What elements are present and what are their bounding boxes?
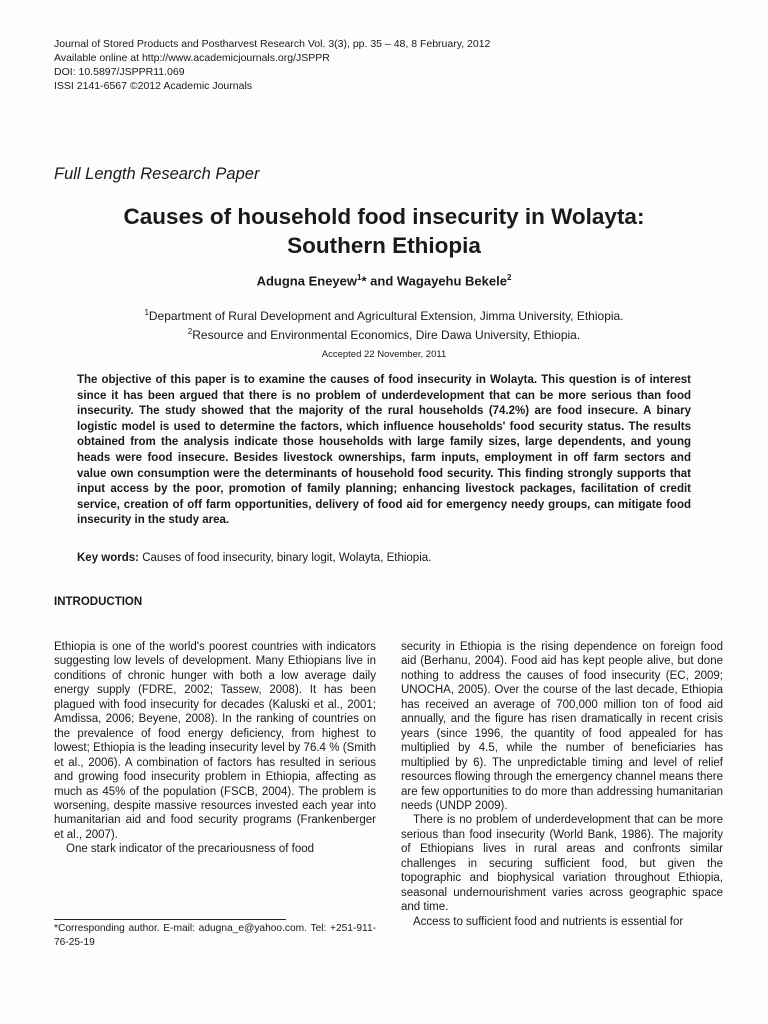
corresponding-author-footnote: *Corresponding author. E-mail: adugna_e@yahoo.com. Tel: +251-911-76-25-19: [54, 923, 376, 948]
author-affiliation-mark: 1: [357, 273, 362, 282]
affiliation-text: Resource and Environmental Economics, Dire Dawa University, Ethiopia.: [192, 328, 581, 342]
body-paragraph: One stark indicator of the precariousness of food: [66, 843, 315, 856]
abstract: The objective of this paper is to examine the causes of food insecurity in Wolayta. This question is of interest since it has been argued that there is no problem of underdevelopment that can be more serious than food insecurity. The study showed that the majority of the rural households (74.2%) are food insecure. A binary logistic model is used to determine the factors, which influence households' food security status. The results obtained from the analysis indicate those households with large family sizes, large dependents, and young heads were food insecure. Besides livestock ownerships, farm inputs, employment in off farm sectors and value own consumption were the determinants of household food security. This finding strongly supports that input access by the poor, promotion of family planning; enhancing livestock packages, facilitation of credit service, creation of off farm opportunities, delivery of food aid for emergency needy groups, can mitigate food insecurity in the study area.: [77, 374, 691, 527]
journal-header: [54, 37, 490, 93]
corresponding-mark: *: [361, 273, 367, 289]
keywords-label: Key words:: [77, 552, 139, 564]
body-paragraph: Access to sufficient food and nutrients is essential for: [413, 915, 684, 928]
body-column-left: [54, 640, 376, 857]
affiliations: [60, 305, 708, 343]
affiliation-mark: 1: [144, 308, 149, 317]
affiliation-text: Department of Rural Development and Agricultural Extension, Jimma University, Ethiopia.: [148, 309, 624, 323]
section-heading-introduction: INTRODUCTION: [54, 596, 143, 608]
accepted-date: Accepted 22 November, 2011: [321, 349, 447, 360]
body-paragraph: Ethiopia is one of the world's poorest countries with indicators suggesting low levels of development. Many Ethiopians live in conditions of chronic hunger with both a low average daily energy supply (FDRE, 2002; Tassew, 2008). It has been plagued with food insecurity for decades (Kaluski et al., 2001; Amdissa, 2006; Beyene, 2008). In the ranking of countries on the prevalence of food energy deficiency, from highest to lowest; Ethiopia is the leading insecurity level by 76.4 % (Smith et al., 2006). A combination of factors has resulted in serious and growing food insecurity problem in Ethiopia, affecting as much as 45% of the population (FSCB, 2004). The problem is worsening, despite massive resources invested each year into humanitarian aid and food security programs (Frankenberger et al., 2007).: [54, 641, 376, 841]
footnote-divider: [54, 919, 286, 920]
affiliation-line: [60, 324, 708, 343]
affiliation-mark: 2: [187, 327, 193, 336]
paper-title-line-1: Causes of household food insecurity in Wolayta:: [123, 204, 645, 229]
body-paragraph: There is no problem of underdevelopment that can be more serious than food insecurity (World Bank, 1986). The majority of Ethiopians lives in rural areas and confronts similar challenges in securing sufficient food, but given the topographic and biophysical variation throughout Ethiopia, seasonal undernourishment varies across geographic space and time.: [401, 814, 723, 914]
author-name: Adugna Eneyew: [256, 273, 358, 289]
body-paragraph: security in Ethiopia is the rising dependence on foreign food aid (Berhanu, 2004). Food aid has kept people alive, but done nothing to address the causes of food insecurity (EC, 2009; UNOCHA, 2005). Over the course of the last decade, Ethiopia has received an average of 700,000 million ton of food aid annually, and the figure has risen dramatically in recent crisis years (since 1996, the quantity of food appealed for has multiplied by 4.5, while the number of beneficiaries has multiplied by 6). The unpredictable timing and level of relief resources flowing through the emergency channel means there are few opportunities to do more than addressing humanitarian needs (UNDP 2009).: [401, 641, 723, 812]
journal-issn: ISSI 2141-6567 ©2012 Academic Journals: [54, 80, 253, 92]
author-name: Wagayehu Bekele: [396, 273, 507, 289]
paper-type: Full Length Research Paper: [54, 165, 260, 183]
author-list: [60, 273, 708, 288]
journal-doi: DOI: 10.5897/JSPPR11.069: [54, 66, 185, 78]
journal-citation: Journal of Stored Products and Postharvest Research Vol. 3(3), pp. 35 – 48, 8 February, 2012: [54, 38, 491, 50]
author-affiliation-mark: 2: [506, 273, 512, 282]
paper-title: [60, 202, 708, 260]
author-separator: and: [366, 273, 397, 289]
keywords: [77, 552, 431, 564]
body-column-right: [401, 640, 723, 929]
keywords-text: Causes of food insecurity, binary logit, Wolayta, Ethiopia.: [139, 552, 432, 564]
paper-title-line-2: Southern Ethiopia: [287, 233, 481, 258]
affiliation-line: [60, 305, 708, 324]
journal-url: Available online at http://www.academicjournals.org/JSPPR: [54, 52, 330, 64]
